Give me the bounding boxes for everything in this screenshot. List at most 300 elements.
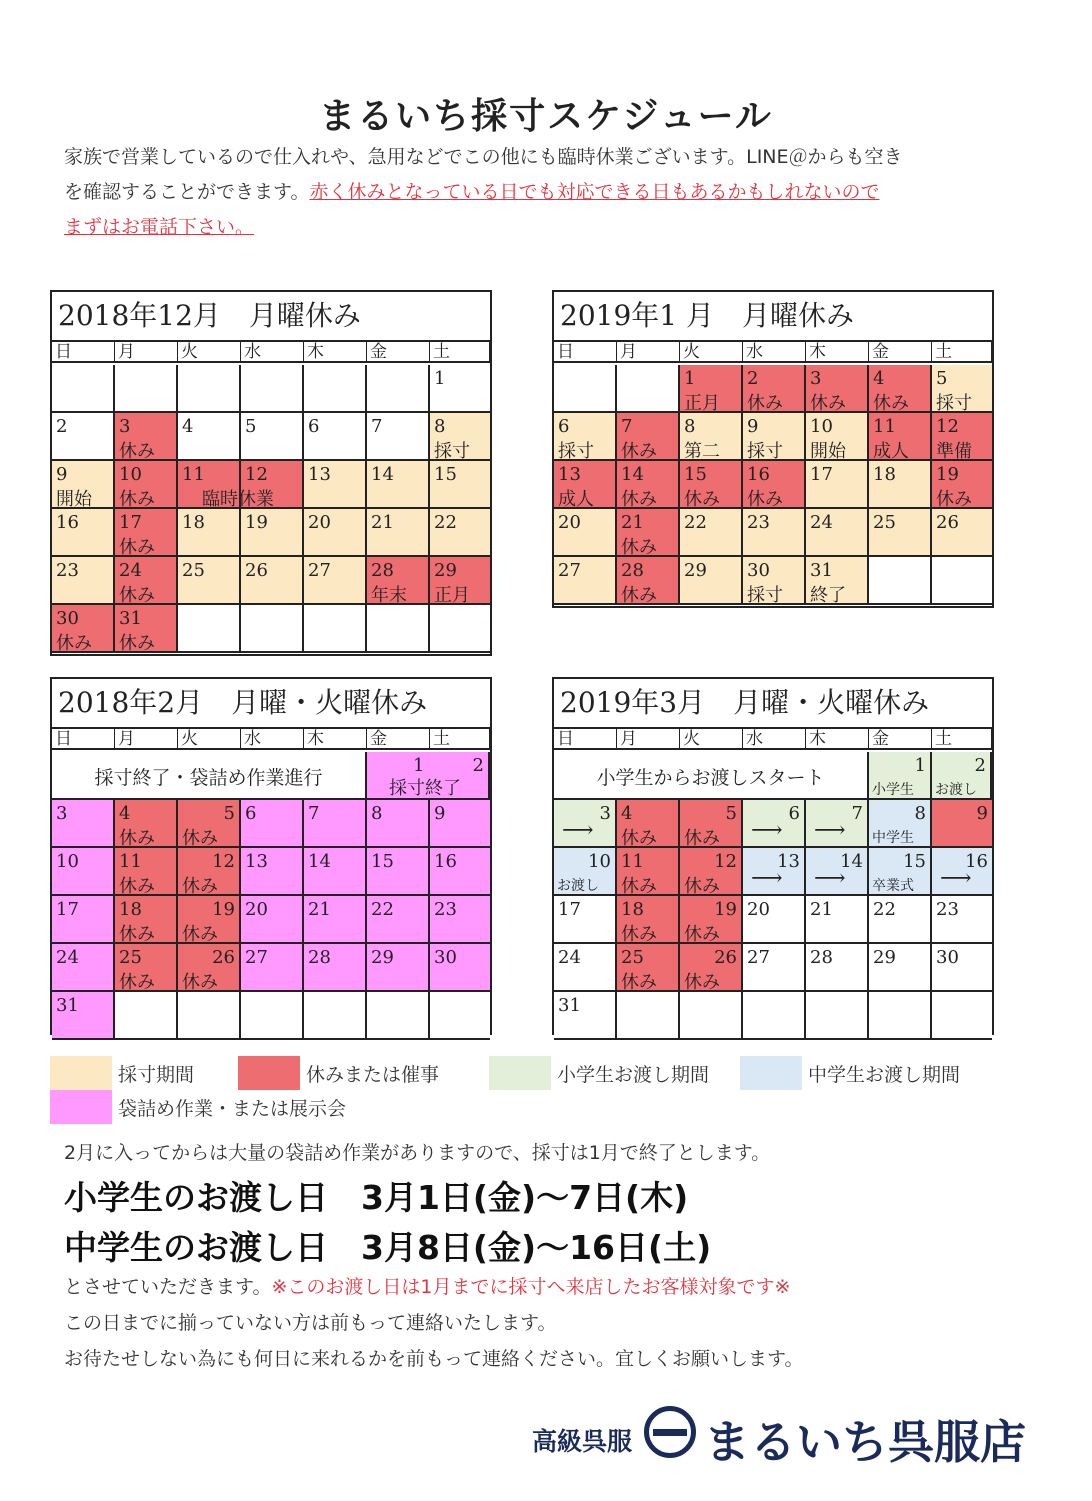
day-number: 3 bbox=[119, 416, 131, 437]
day-number: 20 bbox=[308, 512, 331, 533]
weekday-header: 金 bbox=[367, 729, 430, 750]
weekday-header: 水 bbox=[743, 342, 806, 363]
day-number: 30 bbox=[747, 560, 770, 581]
calendar-day-cell bbox=[115, 461, 178, 509]
day-note: 休み bbox=[621, 972, 657, 992]
day-number: 2 bbox=[56, 416, 68, 437]
calendar-day-cell bbox=[178, 992, 241, 1040]
day-number: 16 bbox=[56, 512, 79, 533]
calendar-day-cell bbox=[680, 461, 743, 509]
day-number: 18 bbox=[119, 899, 142, 920]
day-number: 24 bbox=[119, 560, 142, 581]
calendar-day-cell bbox=[52, 605, 115, 653]
calendar-span-note bbox=[52, 752, 367, 800]
calendar-day-cell bbox=[869, 752, 932, 800]
day-note: 休み bbox=[56, 633, 92, 653]
day-number: 4 bbox=[182, 416, 194, 437]
day-number: 4 bbox=[621, 803, 633, 824]
day-number: 4 bbox=[119, 803, 131, 824]
day-note: 休み bbox=[621, 828, 657, 848]
calendar-day-cell bbox=[554, 365, 617, 413]
calendar-january-2019 bbox=[552, 290, 994, 608]
calendar-day-cell bbox=[304, 800, 367, 848]
span-note-text: 採寸終了・袋詰め作業進行 bbox=[94, 767, 323, 789]
right-arrow-icon: ⟶ bbox=[940, 866, 972, 891]
calendar-day-cell bbox=[178, 605, 241, 653]
calendar-day-cell bbox=[869, 800, 932, 848]
day-note: 卒業式 bbox=[872, 878, 914, 894]
calendar-day-cell bbox=[743, 992, 806, 1040]
calendar-day-cell bbox=[932, 752, 992, 800]
calendar-day-cell bbox=[869, 992, 932, 1040]
calendar-header: 2018年12月 月曜休み bbox=[52, 292, 490, 342]
calendar-day-cell bbox=[932, 896, 992, 944]
calendar-header: 2019年3月 月曜・火曜休み bbox=[554, 679, 992, 729]
weekday-header: 金 bbox=[869, 729, 932, 750]
day-number: 14 bbox=[371, 464, 394, 485]
legend-label: 小学生お渡し期間 bbox=[557, 1064, 710, 1086]
day-number: 12 bbox=[245, 464, 268, 485]
weekday-header: 月 bbox=[617, 342, 680, 363]
calendar-day-cell bbox=[806, 557, 869, 605]
weekday-header: 金 bbox=[869, 342, 932, 363]
day-note: 採寸 bbox=[434, 441, 470, 461]
shop-logo bbox=[532, 1400, 1026, 1470]
calendar-day-cell bbox=[869, 848, 932, 896]
calendar-day-cell bbox=[869, 557, 932, 605]
day-number: 25 bbox=[119, 947, 142, 968]
calendar-day-cell bbox=[430, 557, 490, 605]
calendar-day-cell bbox=[241, 413, 304, 461]
day-note: 休み bbox=[119, 924, 155, 944]
calendar-day-cell bbox=[554, 413, 617, 461]
calendar-day-cell bbox=[304, 896, 367, 944]
weekday-header: 金 bbox=[367, 342, 430, 363]
calendar-day-cell bbox=[178, 509, 241, 557]
day-number: 26 bbox=[936, 512, 959, 533]
calendar-day-cell bbox=[430, 605, 490, 653]
weekday-header: 火 bbox=[680, 729, 743, 750]
calendar-day-cell bbox=[241, 509, 304, 557]
day-number: 23 bbox=[747, 512, 770, 533]
calendar-day-cell bbox=[115, 896, 178, 944]
calendar-day-cell bbox=[932, 509, 992, 557]
calendar-day-cell bbox=[178, 365, 241, 413]
day-note: お渡し bbox=[935, 782, 977, 798]
calendar-day-cell bbox=[680, 557, 743, 605]
calendar-day-cell bbox=[304, 413, 367, 461]
day-number: 15 bbox=[903, 851, 926, 872]
calendar-day-cell bbox=[304, 461, 367, 509]
calendar-day-cell bbox=[241, 992, 304, 1040]
day-note: 小学生 bbox=[872, 782, 914, 798]
calendar-day-cell bbox=[115, 413, 178, 461]
calendar-day-cell bbox=[52, 509, 115, 557]
calendar-day-cell bbox=[680, 509, 743, 557]
day-number: 30 bbox=[434, 947, 457, 968]
weekday-header: 土 bbox=[932, 729, 992, 750]
day-number: 22 bbox=[371, 899, 394, 920]
calendar-day-cell bbox=[806, 896, 869, 944]
logo-circle-mark-icon bbox=[644, 1406, 696, 1458]
calendar-day-cell bbox=[430, 413, 490, 461]
day-number: 3 bbox=[599, 803, 611, 824]
day-note: 採寸 bbox=[747, 441, 783, 461]
day-number: 6 bbox=[245, 803, 257, 824]
day-number: 13 bbox=[308, 464, 331, 485]
day-number: 15 bbox=[434, 464, 457, 485]
calendar-day-cell bbox=[554, 557, 617, 605]
day-note: 準備 bbox=[936, 441, 972, 461]
calendar-day-cell bbox=[304, 557, 367, 605]
day-note: 年末 bbox=[371, 585, 407, 605]
day-number: 18 bbox=[621, 899, 644, 920]
logo-shop-name: まるいち呉服店 bbox=[704, 1415, 1026, 1469]
legend-swatch bbox=[50, 1056, 112, 1090]
day-number: 8 bbox=[914, 803, 926, 824]
day-number: 19 bbox=[936, 464, 959, 485]
day-number: 19 bbox=[714, 899, 737, 920]
calendar-grid bbox=[554, 729, 992, 1033]
right-arrow-icon: ⟶ bbox=[814, 818, 846, 843]
weekday-header: 土 bbox=[430, 342, 490, 363]
weekday-header: 土 bbox=[932, 342, 992, 363]
calendar-day-cell bbox=[52, 365, 115, 413]
calendar-day-cell bbox=[617, 365, 680, 413]
day-number: 1 bbox=[434, 368, 446, 389]
note-line-a-red: ※このお渡し日は1月までに採寸へ来店したお客様対象です※ bbox=[271, 1276, 791, 1298]
calendar-day-cell bbox=[367, 605, 430, 653]
calendar-day-cell bbox=[680, 365, 743, 413]
calendar-day-cell bbox=[430, 800, 490, 848]
day-number: 26 bbox=[245, 560, 268, 581]
day-number: 6 bbox=[788, 803, 800, 824]
day-note: 正月 bbox=[684, 393, 720, 413]
day-note: 休み bbox=[119, 828, 155, 848]
calendar-day-cell bbox=[52, 848, 115, 896]
calendar-day-cell bbox=[430, 992, 490, 1040]
day-number: 29 bbox=[873, 947, 896, 968]
calendar-day-cell bbox=[806, 413, 869, 461]
weekday-header: 日 bbox=[554, 342, 617, 363]
day-number: 11 bbox=[873, 416, 896, 437]
calendar-day-cell bbox=[304, 365, 367, 413]
calendar-day-cell bbox=[680, 413, 743, 461]
intro-line-2-red: 赤く休みとなっている日でも対応できる日もあるかもしれないので bbox=[309, 181, 880, 203]
calendar-day-cell bbox=[430, 944, 490, 992]
day-number: 2 bbox=[747, 368, 759, 389]
calendar-grid bbox=[554, 342, 992, 606]
day-number: 16 bbox=[965, 851, 988, 872]
day-number: 10 bbox=[119, 464, 142, 485]
calendar-day-cell bbox=[932, 800, 992, 848]
calendar-day-cell bbox=[241, 944, 304, 992]
day-number: 9 bbox=[56, 464, 68, 485]
calendar-day-cell bbox=[806, 992, 869, 1040]
day-number: 15 bbox=[684, 464, 707, 485]
day-number: 15 bbox=[371, 851, 394, 872]
calendar-day-cell bbox=[304, 605, 367, 653]
calendar-december-2018 bbox=[50, 290, 492, 656]
day-number: 6 bbox=[558, 416, 570, 437]
day-number: 7 bbox=[621, 416, 633, 437]
day-note: 休み bbox=[621, 489, 657, 509]
calendar-day-cell bbox=[304, 992, 367, 1040]
day-note: 休み bbox=[119, 972, 155, 992]
day-number: 17 bbox=[119, 512, 142, 533]
calendar-day-cell bbox=[178, 413, 241, 461]
day-number: 27 bbox=[308, 560, 331, 581]
calendar-day-cell bbox=[52, 461, 115, 509]
day-number: 31 bbox=[119, 608, 142, 629]
day-number: 12 bbox=[714, 851, 737, 872]
day-number: 27 bbox=[747, 947, 770, 968]
day-note: 休み bbox=[747, 489, 783, 509]
calendar-day-cell bbox=[115, 365, 178, 413]
calendar-day-cell bbox=[743, 509, 806, 557]
calendar-day-cell bbox=[367, 365, 430, 413]
day-number: 31 bbox=[56, 995, 79, 1016]
weekday-header: 月 bbox=[115, 729, 178, 750]
calendar-day-cell bbox=[430, 848, 490, 896]
span-note-text: 小学生からお渡しスタート bbox=[596, 767, 825, 789]
calendar-day-cell bbox=[178, 896, 241, 944]
calendar-day-cell bbox=[743, 800, 806, 848]
calendar-day-cell bbox=[241, 557, 304, 605]
calendar-day-cell bbox=[932, 365, 992, 413]
calendar-day-cell bbox=[806, 944, 869, 992]
span-note-text: 臨時休業 bbox=[202, 489, 274, 510]
day-number: 11 bbox=[119, 851, 142, 872]
day-number: 1 bbox=[413, 755, 425, 776]
day-number: 14 bbox=[308, 851, 331, 872]
day-note: 休み bbox=[119, 633, 155, 653]
day-number: 14 bbox=[840, 851, 863, 872]
day-number: 8 bbox=[371, 803, 383, 824]
day-number: 5 bbox=[223, 803, 235, 824]
day-number: 1 bbox=[684, 368, 696, 389]
calendar-february bbox=[50, 677, 492, 1035]
day-number: 17 bbox=[558, 899, 581, 920]
calendar-day-cell bbox=[680, 992, 743, 1040]
day-number: 19 bbox=[245, 512, 268, 533]
calendar-day-cell bbox=[680, 848, 743, 896]
day-note: 休み bbox=[182, 924, 218, 944]
calendar-day-cell bbox=[932, 944, 992, 992]
calendar-day-cell bbox=[869, 944, 932, 992]
day-note: お渡し bbox=[557, 878, 599, 894]
day-note: 休み bbox=[873, 393, 909, 413]
day-number: 10 bbox=[56, 851, 79, 872]
day-number: 21 bbox=[621, 512, 644, 533]
day-note: 休み bbox=[684, 924, 720, 944]
calendar-day-cell bbox=[617, 944, 680, 992]
calendar-day-cell bbox=[806, 509, 869, 557]
calendar-day-cell bbox=[554, 896, 617, 944]
logo-subtitle: 高級呉服 bbox=[532, 1427, 633, 1456]
calendar-day-cell bbox=[430, 365, 490, 413]
day-number: 14 bbox=[621, 464, 644, 485]
calendar-day-cell bbox=[932, 848, 992, 896]
intro-line-2-plain: を確認することができます。 bbox=[64, 181, 310, 203]
right-arrow-icon: ⟶ bbox=[814, 866, 846, 891]
calendar-day-cell bbox=[178, 557, 241, 605]
day-number: 4 bbox=[873, 368, 885, 389]
calendar-day-cell bbox=[367, 944, 430, 992]
day-number: 20 bbox=[747, 899, 770, 920]
feb-note: 2月に入ってからは大量の袋詰め作業がありますので、採寸は1月で終了とします。 bbox=[64, 1142, 771, 1164]
day-note: 休み bbox=[747, 393, 783, 413]
calendar-day-cell bbox=[367, 896, 430, 944]
calendar-day-cell bbox=[617, 509, 680, 557]
day-note: 休み bbox=[810, 393, 846, 413]
day-note: 休み bbox=[119, 876, 155, 896]
page-title: まるいち採寸スケジュール bbox=[319, 96, 773, 137]
weekday-header: 火 bbox=[178, 342, 241, 363]
day-number: 18 bbox=[182, 512, 205, 533]
intro-line-3: まずはお電話下さい。 bbox=[64, 216, 255, 238]
day-number: 13 bbox=[558, 464, 581, 485]
calendar-day-cell bbox=[241, 800, 304, 848]
day-note: 開始 bbox=[810, 441, 846, 461]
day-number: 2 bbox=[472, 755, 484, 776]
day-number: 12 bbox=[936, 416, 959, 437]
calendar-day-cell bbox=[743, 461, 806, 509]
day-number: 22 bbox=[434, 512, 457, 533]
calendar-day-cell bbox=[617, 896, 680, 944]
intro-line-2 bbox=[64, 175, 1014, 210]
day-note: 休み bbox=[621, 585, 657, 605]
calendar-day-cell bbox=[554, 509, 617, 557]
calendar-day-cell bbox=[367, 992, 430, 1040]
day-note: 休み bbox=[119, 441, 155, 461]
day-number: 29 bbox=[371, 947, 394, 968]
calendar-day-cell bbox=[367, 413, 430, 461]
calendar-day-cell bbox=[680, 800, 743, 848]
calendar-day-cell bbox=[367, 557, 430, 605]
calendar-day-cell bbox=[680, 944, 743, 992]
calendar-day-cell bbox=[869, 896, 932, 944]
day-number: 11 bbox=[621, 851, 644, 872]
calendar-day-cell bbox=[743, 413, 806, 461]
day-number: 7 bbox=[851, 803, 863, 824]
calendar-day-cell bbox=[241, 605, 304, 653]
day-note: 中学生 bbox=[872, 830, 914, 846]
calendar-day-cell bbox=[241, 365, 304, 413]
calendar-day-cell bbox=[115, 800, 178, 848]
day-note: 採寸終了 bbox=[389, 778, 461, 799]
weekday-header: 木 bbox=[304, 342, 367, 363]
calendar-day-cell bbox=[680, 896, 743, 944]
note-line-a-plain: とさせていただきます。 bbox=[64, 1276, 272, 1298]
right-arrow-icon: ⟶ bbox=[562, 818, 594, 843]
day-number: 10 bbox=[588, 851, 611, 872]
calendar-day-cell bbox=[304, 509, 367, 557]
day-number: 11 bbox=[182, 464, 205, 485]
calendar-day-cell bbox=[554, 944, 617, 992]
day-number: 6 bbox=[308, 416, 320, 437]
calendar-day-cell bbox=[52, 413, 115, 461]
calendar-day-cell bbox=[178, 800, 241, 848]
calendar-day-cell bbox=[743, 944, 806, 992]
calendar-day-cell bbox=[617, 461, 680, 509]
day-number: 28 bbox=[308, 947, 331, 968]
day-number: 27 bbox=[558, 560, 581, 581]
day-number: 7 bbox=[371, 416, 383, 437]
day-number: 5 bbox=[245, 416, 257, 437]
day-note: 休み bbox=[936, 489, 972, 509]
weekday-header: 木 bbox=[806, 342, 869, 363]
calendar-day-cell bbox=[932, 557, 992, 605]
weekday-header: 土 bbox=[430, 729, 490, 750]
day-number: 20 bbox=[558, 512, 581, 533]
day-note: 休み bbox=[621, 876, 657, 896]
day-note: 開始 bbox=[56, 489, 92, 509]
day-number: 23 bbox=[434, 899, 457, 920]
chugaku-delivery-day: 中学生のお渡し日 3月8日(金)～16日(土) bbox=[64, 1228, 712, 1267]
calendar-day-cell bbox=[367, 800, 430, 848]
calendar-day-cell bbox=[743, 557, 806, 605]
day-number: 24 bbox=[810, 512, 833, 533]
note-line-b: この日までに揃っていない方は前もって連絡いたします。 bbox=[64, 1312, 557, 1334]
day-number: 13 bbox=[245, 851, 268, 872]
calendar-day-cell bbox=[178, 848, 241, 896]
calendar-day-cell bbox=[367, 848, 430, 896]
calendar-day-cell bbox=[554, 461, 617, 509]
weekday-header: 水 bbox=[241, 342, 304, 363]
weekday-header: 日 bbox=[52, 729, 115, 750]
day-number: 22 bbox=[684, 512, 707, 533]
legend-label: 中学生お渡し期間 bbox=[808, 1064, 961, 1086]
weekday-header: 木 bbox=[304, 729, 367, 750]
day-note: 採寸 bbox=[558, 441, 594, 461]
calendar-day-cell bbox=[617, 800, 680, 848]
weekday-header: 月 bbox=[617, 729, 680, 750]
day-number: 3 bbox=[810, 368, 822, 389]
legend-label: 袋詰め作業・または展示会 bbox=[118, 1098, 347, 1120]
calendar-day-cell bbox=[617, 992, 680, 1040]
day-number: 9 bbox=[747, 416, 759, 437]
note-line-c: お待たせしない為にも何日に来れるかを前もって連絡ください。宜しくお願いします。 bbox=[64, 1348, 804, 1370]
day-number: 8 bbox=[434, 416, 446, 437]
calendar-day-cell bbox=[115, 605, 178, 653]
day-number: 20 bbox=[245, 899, 268, 920]
right-arrow-icon: ⟶ bbox=[751, 866, 783, 891]
calendar-day-cell bbox=[806, 800, 869, 848]
calendar-day-cell bbox=[932, 992, 992, 1040]
day-number: 10 bbox=[810, 416, 833, 437]
day-number: 13 bbox=[777, 851, 800, 872]
calendar-day-cell bbox=[115, 509, 178, 557]
calendar-day-cell bbox=[617, 557, 680, 605]
day-number: 23 bbox=[936, 899, 959, 920]
day-note: 休み bbox=[119, 489, 155, 509]
calendar-day-cell bbox=[115, 944, 178, 992]
day-number: 17 bbox=[56, 899, 79, 920]
day-number: 26 bbox=[212, 947, 235, 968]
legend-label: 採寸期間 bbox=[118, 1064, 195, 1086]
calendar-day-cell bbox=[806, 461, 869, 509]
calendar-day-cell bbox=[115, 992, 178, 1040]
calendar-day-cell bbox=[869, 509, 932, 557]
day-note: 休み bbox=[119, 585, 155, 605]
day-note: 採寸 bbox=[936, 393, 972, 413]
calendar-day-cell bbox=[430, 461, 490, 509]
weekday-header: 日 bbox=[554, 729, 617, 750]
day-number: 28 bbox=[621, 560, 644, 581]
day-number: 25 bbox=[873, 512, 896, 533]
calendar-day-cell bbox=[869, 461, 932, 509]
